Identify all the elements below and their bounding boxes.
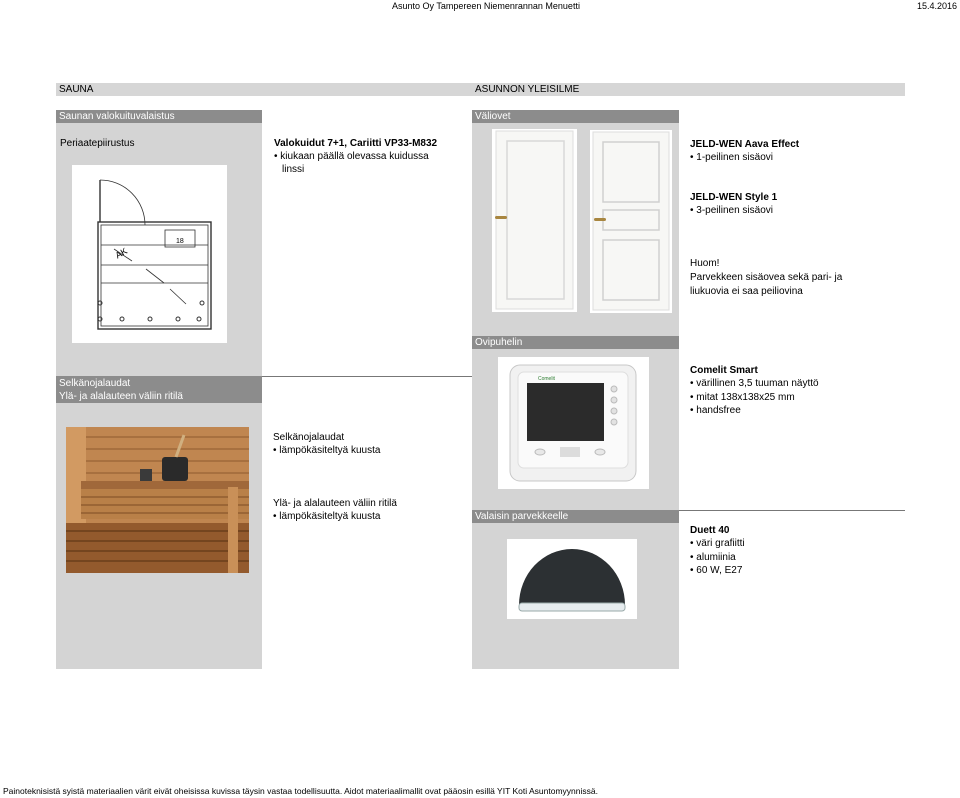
door2-bullet: • 3-peilinen sisäovi xyxy=(690,204,773,218)
balcony-light-bar: Valaisin parvekkeelle xyxy=(472,510,679,523)
footer-disclaimer: Painoteknisistä syistä materiaalien värit eivät oheisissa kuvissa täysin vastaa todellisuutta. Aidot materiaalimallit ovat pääosin esillä YIT Koti Asuntomyynnissä. xyxy=(3,786,598,796)
sauna-floor-plan xyxy=(72,165,227,343)
grating-title: Ylä- ja alalauteen väliin ritilä xyxy=(273,498,397,509)
benches-bar-line1: Selkänojalaudat xyxy=(59,378,131,389)
plan-bench-label: 18 xyxy=(176,238,184,245)
benches-bar-line2: Ylä- ja alalauteen väliin ritilä xyxy=(59,391,183,402)
door-three-panel-image xyxy=(590,130,672,313)
intercom-image xyxy=(498,357,649,489)
sauna-divider xyxy=(262,376,472,377)
grating-bullet: • lämpökäsiteltyä kuusta xyxy=(273,510,380,524)
light-title: Duett 40 xyxy=(690,525,730,536)
light-feature: • alumiinia xyxy=(690,551,745,565)
sauna-benches-image xyxy=(66,427,249,573)
apartment-heading: ASUNNON YLEISILME xyxy=(472,83,905,96)
intercom-feature: • handsfree xyxy=(690,404,819,418)
door1-list xyxy=(690,151,773,165)
backrest-bullet: • lämpökäsiteltyä kuusta xyxy=(273,444,380,458)
note-line1: Parvekkeen sisäovea sekä pari- ja xyxy=(690,272,843,283)
grating-list xyxy=(273,510,380,524)
note-title: Huom! xyxy=(690,258,720,269)
floor-plan-drawing xyxy=(72,165,227,343)
door2-list xyxy=(690,204,773,218)
note-line2: liukuovia ei saa peiliovina xyxy=(690,286,803,297)
balcony-light-image xyxy=(507,539,637,619)
intercom-feature: • värillinen 3,5 tuuman näyttö xyxy=(690,377,819,391)
backrest-list xyxy=(273,444,380,458)
sauna-lighting-bar: Saunan valokuituvalaistus xyxy=(56,110,262,123)
document-title: Asunto Oy Tampereen Niemenrannan Menuetti xyxy=(392,1,580,11)
intercom-title: Comelit Smart xyxy=(690,365,758,376)
door1-bullet: • 1-peilinen sisäovi xyxy=(690,151,773,165)
lighting-line2: linssi xyxy=(282,164,305,175)
benches-bar xyxy=(56,376,262,403)
intercom-brand-logo: Comelit xyxy=(538,376,555,382)
door-one-panel-image xyxy=(492,129,577,312)
light-feature: • väri grafiitti xyxy=(690,537,745,551)
light-features xyxy=(690,537,745,578)
apartment-divider xyxy=(679,510,905,511)
sauna-heading: SAUNA xyxy=(56,83,472,96)
backrest-title: Selkänojalaudat xyxy=(273,432,345,443)
light-feature: • 60 W, E27 xyxy=(690,564,745,578)
document-date: 15.4.2016 xyxy=(916,1,957,11)
door2-title: JELD-WEN Style 1 xyxy=(690,192,778,203)
sauna-benches-photo xyxy=(66,427,249,573)
lighting-line1: • kiukaan päällä olevassa kuidussa xyxy=(274,151,429,162)
door-aava-effect-image xyxy=(492,129,577,312)
intercom-device xyxy=(498,357,649,489)
intercom-bar: Ovipuhelin xyxy=(472,336,679,349)
plan-label: Periaatepiirustus xyxy=(60,138,135,149)
lighting-title: Valokuidut 7+1, Cariitti VP33-M832 xyxy=(274,138,438,149)
intercom-features xyxy=(690,377,819,418)
door1-title: JELD-WEN Aava Effect xyxy=(690,139,800,150)
door-style1-image xyxy=(590,130,672,313)
dome-lamp-image xyxy=(507,539,637,619)
intercom-feature: • mitat 138x138x25 mm xyxy=(690,391,819,405)
doors-bar: Väliovet xyxy=(472,110,679,123)
plan-heater-label: AK xyxy=(113,245,129,261)
